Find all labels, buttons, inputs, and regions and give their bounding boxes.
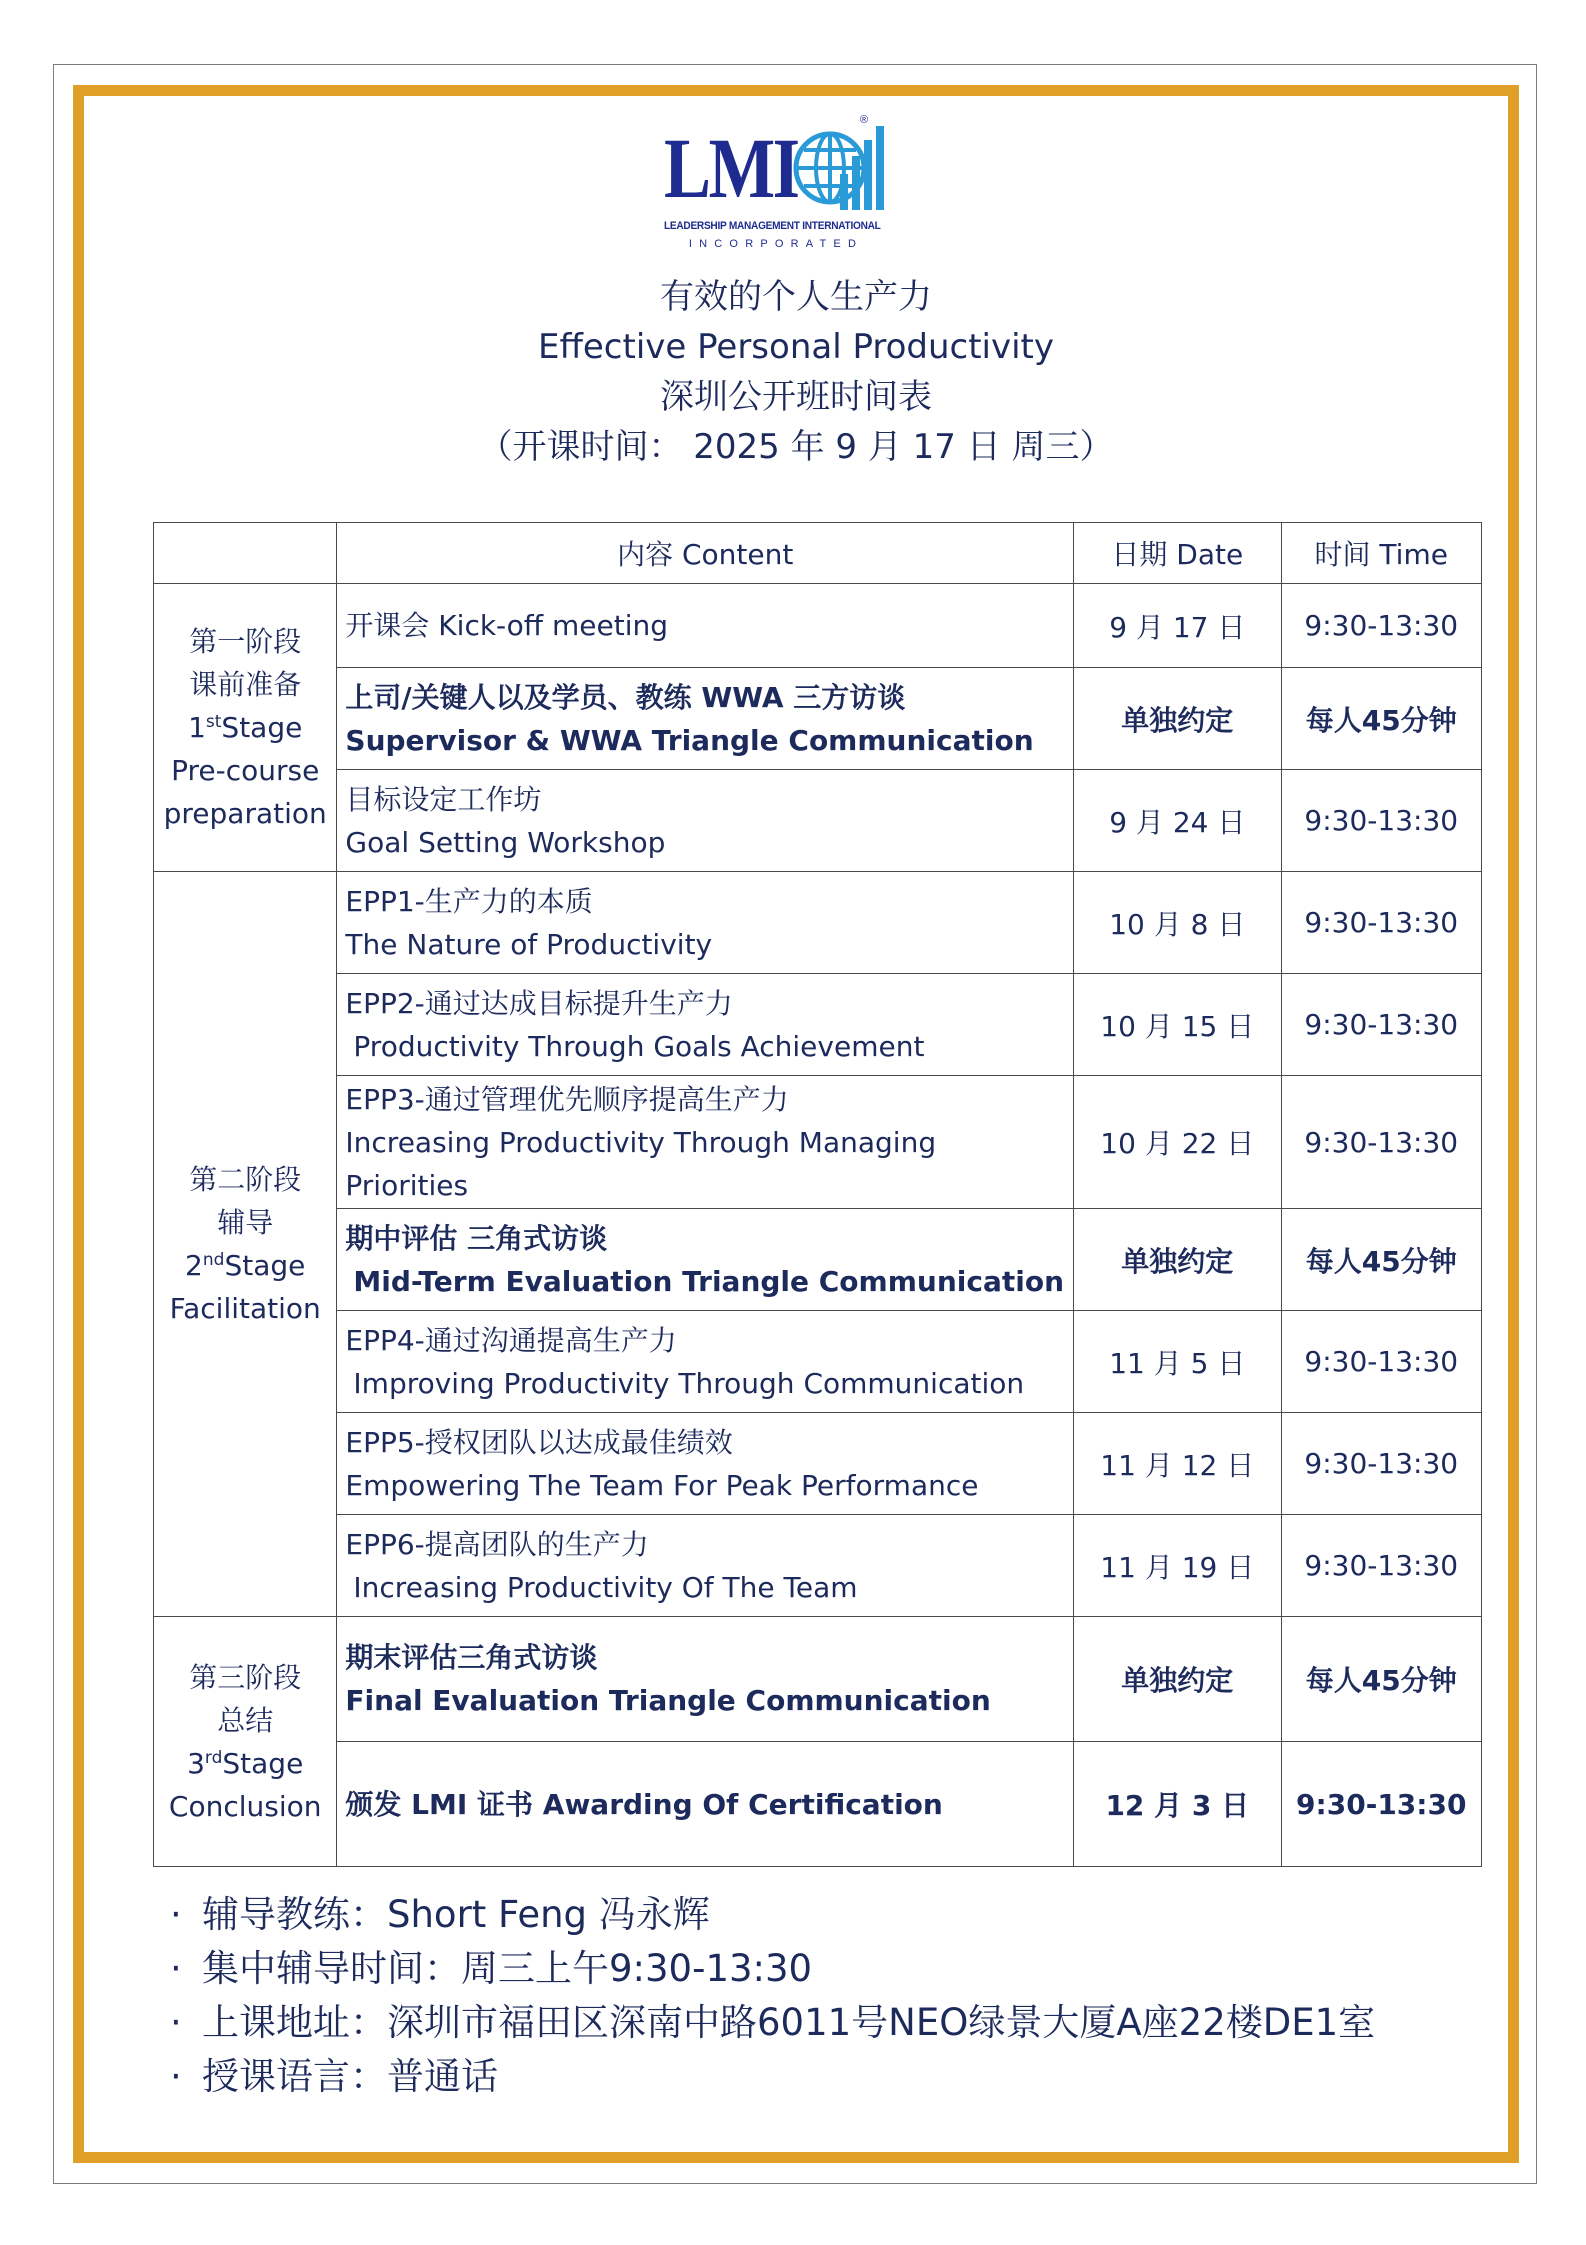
header-content: 内容 Content	[337, 523, 1074, 584]
table-row	[154, 1311, 1482, 1413]
logo-incorporated: INCORPORATED	[688, 238, 864, 250]
date-cell: 11 月 5 日	[1074, 1311, 1281, 1413]
table-row	[154, 1617, 1482, 1742]
content-cell: 目标设定工作坊 Goal Setting Workshop	[337, 770, 1074, 872]
content-cell: EPP3-通过管理优先顺序提高生产力 Increasing Productivity Through Managing Priorities	[337, 1076, 1074, 1209]
table-row	[154, 668, 1482, 770]
schedule-table	[153, 522, 1482, 1867]
date-cell: 单独约定	[1074, 668, 1281, 770]
table-row	[154, 1742, 1482, 1867]
time-cell: 9:30-13:30	[1281, 872, 1481, 974]
content-cell: EPP1-生产力的本质 The Nature of Productivity	[337, 872, 1074, 974]
time-cell: 每人45分钟	[1281, 1209, 1481, 1311]
content-cell: EPP2-通过达成目标提升生产力 Productivity Through Goals Achievement	[337, 974, 1074, 1076]
note-language: · 授课语言：普通话	[170, 2055, 498, 2098]
start-date: （开课时间： 2025 年 9 月 17 日 周三）	[478, 427, 1114, 467]
content-cell: EPP4-通过沟通提高生产力 Improving Productivity Through Communication	[337, 1311, 1074, 1413]
date-cell: 单独约定	[1074, 1209, 1281, 1311]
header-stage	[154, 523, 337, 584]
date-cell: 11 月 19 日	[1074, 1515, 1281, 1617]
time-cell: 9:30-13:30	[1281, 1515, 1481, 1617]
page-heading	[73, 272, 1519, 472]
globe-icon	[792, 122, 884, 214]
time-cell: 9:30-13:30	[1281, 770, 1481, 872]
note-coach: · 辅导教练：Short Feng 冯永辉	[170, 1893, 710, 1936]
stage-1-cell: 第一阶段 课前准备 1stStage Pre-course preparation	[154, 584, 337, 872]
date-cell: 9 月 17 日	[1074, 584, 1281, 668]
table-header-row	[154, 523, 1482, 584]
date-cell: 10 月 22 日	[1074, 1076, 1281, 1209]
time-cell: 9:30-13:30	[1281, 974, 1481, 1076]
date-cell: 单独约定	[1074, 1617, 1281, 1742]
content-cell: EPP6-提高团队的生产力 Increasing Productivity Of The Team	[337, 1515, 1074, 1617]
content-cell: 开课会 Kick-off meeting	[337, 584, 1074, 668]
title-english: Effective Personal Productivity	[537, 327, 1055, 367]
notes-list	[170, 1888, 1375, 2104]
stage-3-cell: 第三阶段 总结 3rdStage Conclusion	[154, 1617, 337, 1867]
table-row	[154, 1076, 1482, 1209]
content-cell: 上司/关键人以及学员、教练 WWA 三方访谈 Supervisor & WWA Triangle Communication	[337, 668, 1074, 770]
date-cell: 10 月 8 日	[1074, 872, 1281, 974]
date-cell: 12 月 3 日	[1074, 1742, 1281, 1867]
time-cell: 每人45分钟	[1281, 668, 1481, 770]
time-cell: 9:30-13:30	[1281, 584, 1481, 668]
time-cell: 每人45分钟	[1281, 1617, 1481, 1742]
note-address: · 上课地址：深圳市福田区深南中路6011号NEO绿景大厦A座22楼DE1室	[170, 2001, 1376, 2044]
table-row	[154, 872, 1482, 974]
time-cell: 9:30-13:30	[1281, 1742, 1481, 1867]
date-cell: 11 月 12 日	[1074, 1413, 1281, 1515]
date-cell: 10 月 15 日	[1074, 974, 1281, 1076]
time-cell: 9:30-13:30	[1281, 1311, 1481, 1413]
note-schedule: · 集中辅导时间：周三上午9:30-13:30	[170, 1947, 813, 1990]
table-row	[154, 1209, 1482, 1311]
date-cell: 9 月 24 日	[1074, 770, 1281, 872]
table-row	[154, 974, 1482, 1076]
lmi-logo	[664, 114, 888, 260]
table-row	[154, 770, 1482, 872]
stage-2-cell: 第二阶段 辅导 2ndStage Facilitation	[154, 872, 337, 1617]
header-time: 时间 Time	[1281, 523, 1481, 584]
header-date: 日期 Date	[1074, 523, 1281, 584]
title-chinese: 有效的个人生产力	[660, 277, 932, 317]
time-cell: 9:30-13:30	[1281, 1076, 1481, 1209]
table-row	[154, 1515, 1482, 1617]
logo-tagline: LEADERSHIP MANAGEMENT INTERNATIONAL	[664, 220, 881, 232]
content-cell: 期中评估 三角式访谈 Mid-Term Evaluation Triangle Communication	[337, 1209, 1074, 1311]
subtitle: 深圳公开班时间表	[660, 377, 932, 417]
content-cell: EPP5-授权团队以达成最佳绩效 Empowering The Team For Peak Performance	[337, 1413, 1074, 1515]
content-cell: 颁发 LMI 证书 Awarding Of Certification	[337, 1742, 1074, 1867]
time-cell: 9:30-13:30	[1281, 1413, 1481, 1515]
table-row	[154, 1413, 1482, 1515]
content-cell: 期末评估三角式访谈 Final Evaluation Triangle Communication	[337, 1617, 1074, 1742]
logo-wordmark: LMI	[664, 120, 798, 216]
registered-mark: ®	[860, 114, 869, 126]
table-row	[154, 584, 1482, 668]
